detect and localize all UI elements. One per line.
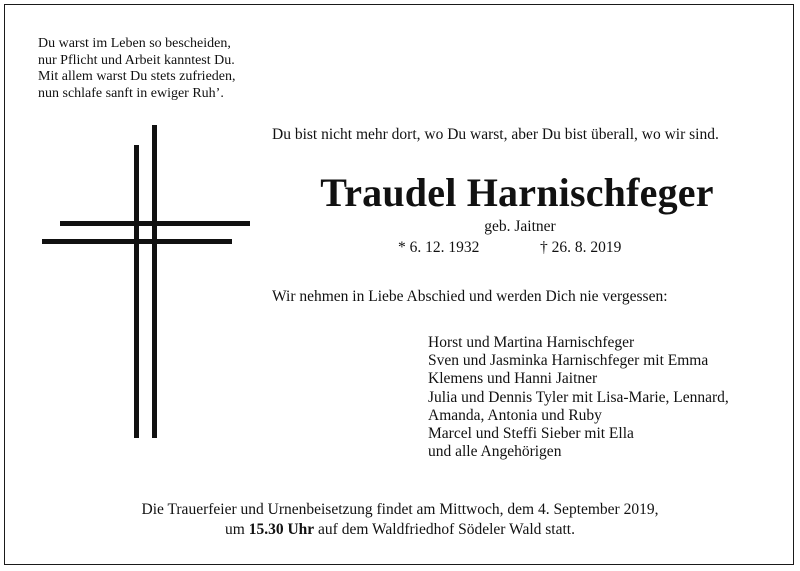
motto: Du bist nicht mehr dort, wo Du warst, aber Du bist überall, wo wir sind.	[272, 126, 719, 143]
service-line-2	[40, 520, 760, 540]
poem-line: Mit allem warst Du stets zufrieden,	[38, 69, 236, 84]
mourner-line: Amanda, Antonia und Ruby	[428, 406, 602, 424]
funeral-service-notice	[40, 500, 760, 540]
mourner-line: Marcel und Steffi Sieber mit Ella	[428, 425, 634, 443]
poem-line: nun schlafe sanft in ewiger Ruh’.	[38, 85, 224, 101]
poem-line: Du warst im Leben so bescheiden,	[38, 36, 231, 51]
mourner-line: Julia und Dennis Tyler mit Lisa-Marie, Lennard,	[428, 388, 729, 406]
service-suffix: auf dem Waldfriedhof Södeler Wald statt.	[314, 521, 575, 538]
service-line-1: Die Trauerfeier und Urnenbeisetzung findet am Mittwoch, dem 4. September 2019,	[141, 501, 659, 518]
birth-name: geb. Jaitner	[484, 218, 556, 235]
mourner-line: Horst und Martina Harnischfeger	[428, 334, 635, 351]
deceased-name: Traudel Harnischfeger	[320, 170, 714, 215]
mourner-line: Sven und Jasminka Harnischfeger mit Emma	[428, 352, 709, 370]
double-cross-icon	[42, 125, 252, 440]
service-prefix: um	[225, 521, 249, 538]
death-date: † 26. 8. 2019	[540, 239, 622, 256]
birth-date: * 6. 12. 1932	[398, 239, 480, 256]
mourner-line: Klemens und Hanni Jaitner	[428, 370, 598, 388]
poem-line: nur Pflicht und Arbeit kanntest Du.	[38, 52, 235, 68]
farewell-text: Wir nehmen in Liebe Abschied und werden Dich nie vergessen:	[272, 288, 668, 305]
service-time: 15.30 Uhr	[248, 521, 315, 538]
poem	[38, 36, 236, 102]
mourner-line: und alle Angehörigen	[428, 443, 562, 461]
mourners-list	[428, 334, 729, 461]
